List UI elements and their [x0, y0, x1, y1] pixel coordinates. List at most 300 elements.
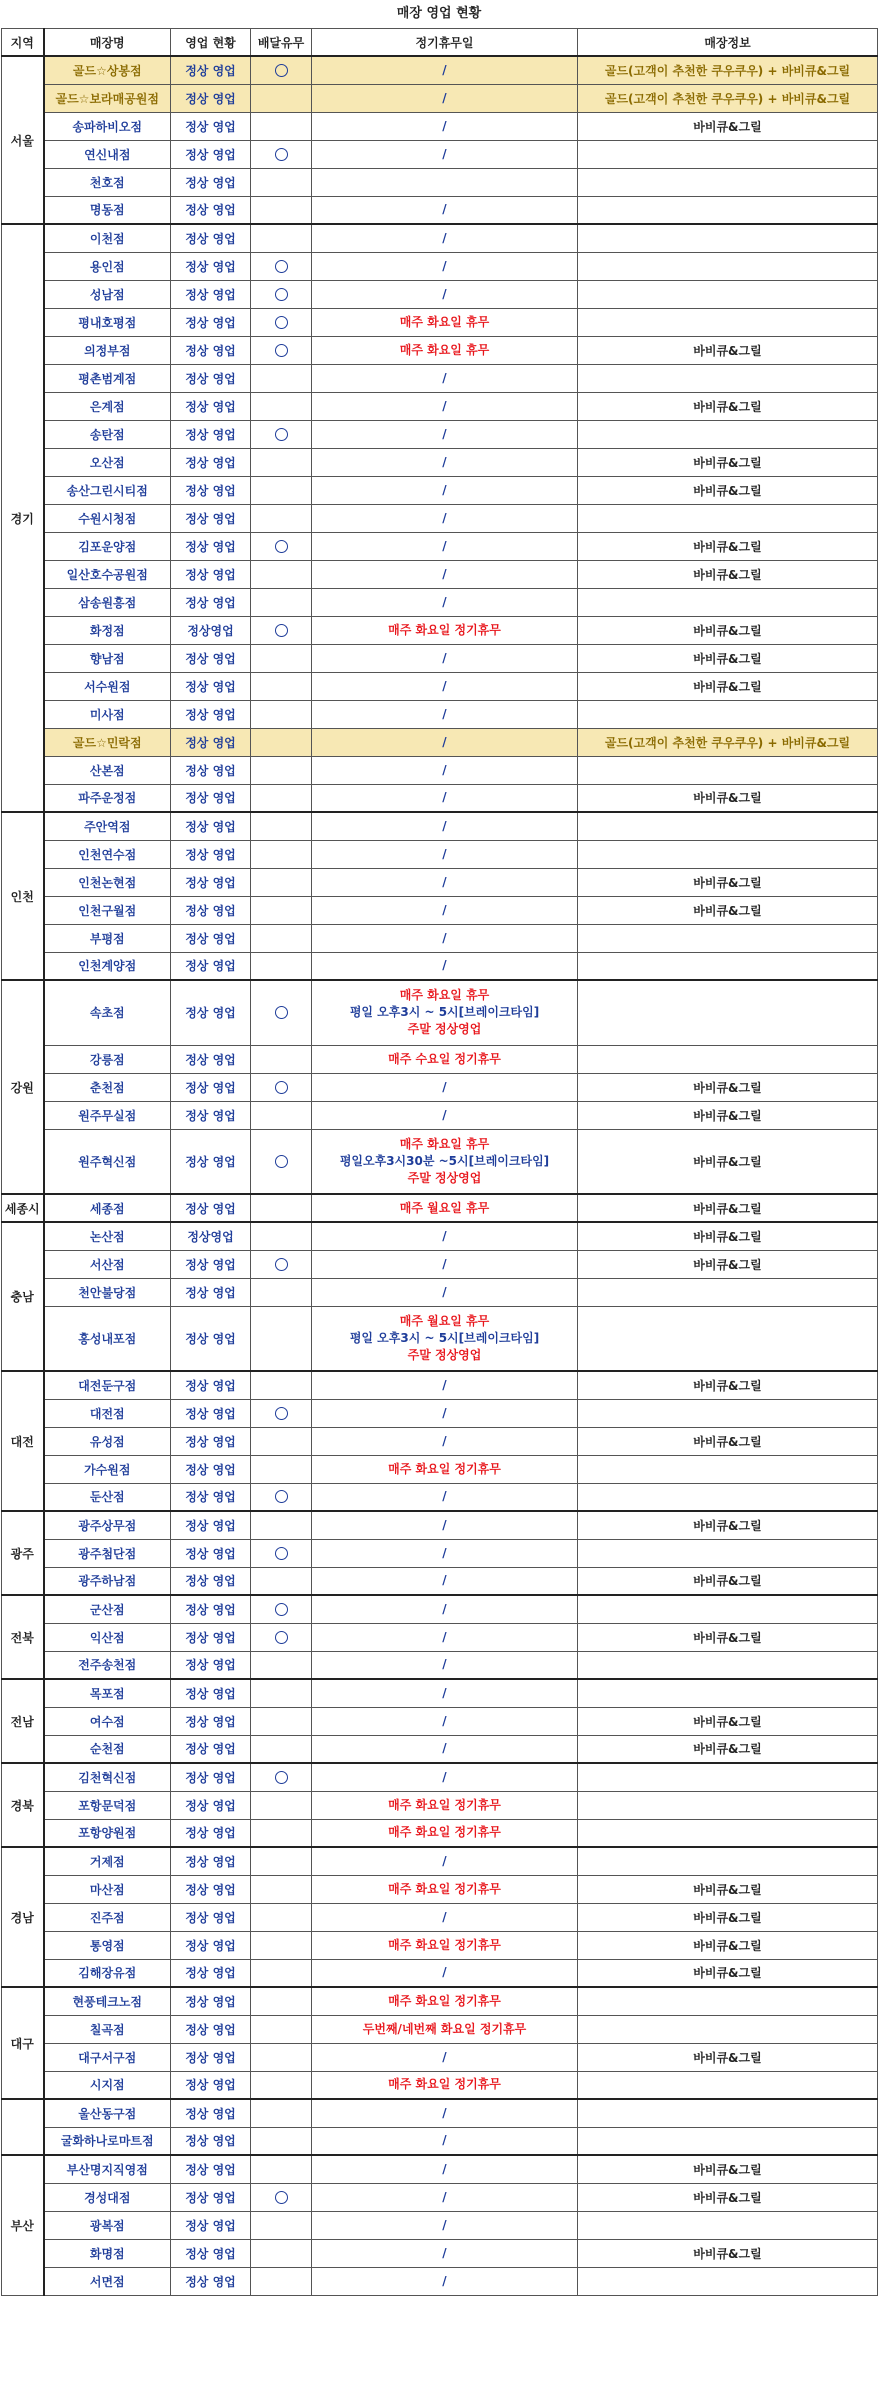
header-name: 매장명	[44, 29, 171, 57]
store-info	[578, 840, 878, 868]
delivery-cell	[251, 476, 312, 504]
delivery-circle-icon	[275, 260, 288, 273]
delivery-cell	[251, 672, 312, 700]
table-row	[2, 1399, 878, 1427]
region-cell: 세종시	[2, 1194, 44, 1222]
delivery-cell	[251, 1399, 312, 1427]
store-status: 정상 영업	[171, 168, 251, 196]
header-holiday: 정기휴무일	[312, 29, 578, 57]
store-name: 평촌범계점	[44, 364, 171, 392]
store-name: 골드☆민락점	[44, 728, 171, 756]
store-info: 바비큐&그릴	[578, 1073, 878, 1101]
delivery-circle-icon	[275, 64, 288, 77]
holiday-cell	[312, 1278, 578, 1306]
store-status: 정상 영업	[171, 1194, 251, 1222]
store-status: 정상 영업	[171, 1875, 251, 1903]
holiday-cell	[312, 224, 578, 252]
store-info	[578, 1651, 878, 1679]
holiday-line: /	[442, 1107, 447, 1122]
store-status: 정상 영업	[171, 2155, 251, 2183]
holiday-cell	[312, 1595, 578, 1623]
table-row	[2, 1959, 878, 1987]
store-status: 정상 영업	[171, 840, 251, 868]
delivery-cell	[251, 924, 312, 952]
delivery-cell	[251, 700, 312, 728]
table-row	[2, 364, 878, 392]
store-table	[1, 28, 878, 2296]
holiday-line: /	[442, 146, 447, 161]
store-info: 바비큐&그릴	[578, 616, 878, 644]
store-info	[578, 420, 878, 448]
delivery-cell	[251, 1511, 312, 1539]
holiday-cell	[312, 672, 578, 700]
holiday-cell	[312, 896, 578, 924]
holiday-cell	[312, 1735, 578, 1763]
store-info	[578, 756, 878, 784]
holiday-line: /	[442, 1284, 447, 1299]
store-name: 연신내점	[44, 140, 171, 168]
holiday-line: /	[442, 2105, 447, 2120]
store-info: 바비큐&그릴	[578, 1623, 878, 1651]
store-status: 정상 영업	[171, 672, 251, 700]
store-status: 정상 영업	[171, 140, 251, 168]
store-status: 정상 영업	[171, 2015, 251, 2043]
store-info: 바비큐&그릴	[578, 1222, 878, 1250]
holiday-line: /	[442, 930, 447, 945]
table-row	[2, 1567, 878, 1595]
holiday-cell	[312, 1875, 578, 1903]
delivery-cell	[251, 532, 312, 560]
holiday-line: 매주 수요일 정기휴무	[388, 1051, 501, 1066]
holiday-cell	[312, 840, 578, 868]
store-status: 정상 영업	[171, 1679, 251, 1707]
store-name: 현풍테크노점	[44, 1987, 171, 2015]
table-row	[2, 140, 878, 168]
region-cell: 서울	[2, 56, 44, 224]
store-status: 정상 영업	[171, 84, 251, 112]
delivery-cell	[251, 896, 312, 924]
table-row	[2, 980, 878, 1045]
table-row	[2, 2099, 878, 2127]
holiday-line: /	[442, 2161, 447, 2176]
holiday-cell	[312, 196, 578, 224]
store-status: 정상영업	[171, 616, 251, 644]
store-name: 화명점	[44, 2239, 171, 2267]
table-row	[2, 616, 878, 644]
store-status: 정상 영업	[171, 1250, 251, 1278]
store-info	[578, 1679, 878, 1707]
store-info: 바비큐&그릴	[578, 1427, 878, 1455]
table-row	[2, 1371, 878, 1399]
holiday-line: 매주 월요일 휴무	[399, 1200, 490, 1215]
holiday-line: /	[442, 426, 447, 441]
store-info	[578, 224, 878, 252]
store-info	[578, 1847, 878, 1875]
delivery-cell	[251, 560, 312, 588]
holiday-line: /	[442, 1713, 447, 1728]
store-name: 삼송원흥점	[44, 588, 171, 616]
store-status: 정상 영업	[171, 1595, 251, 1623]
holiday-line: 매주 월요일 휴무	[399, 1313, 490, 1328]
table-row	[2, 168, 878, 196]
delivery-cell	[251, 868, 312, 896]
delivery-cell	[251, 952, 312, 980]
holiday-cell	[312, 336, 578, 364]
store-name: 화정점	[44, 616, 171, 644]
holiday-line: /	[442, 1405, 447, 1420]
delivery-cell	[251, 1306, 312, 1371]
store-info	[578, 980, 878, 1045]
table-row	[2, 560, 878, 588]
table-row	[2, 952, 878, 980]
holiday-line: /	[442, 874, 447, 889]
table-row	[2, 1903, 878, 1931]
delivery-cell	[251, 1903, 312, 1931]
store-info	[578, 1399, 878, 1427]
delivery-cell	[251, 1987, 312, 2015]
store-info	[578, 700, 878, 728]
holiday-cell	[312, 812, 578, 840]
delivery-cell	[251, 1129, 312, 1194]
table-row	[2, 448, 878, 476]
delivery-cell	[251, 2155, 312, 2183]
holiday-line: 매주 화요일 정기휴무	[388, 1993, 501, 2008]
store-status: 정상 영업	[171, 476, 251, 504]
store-name: 성남점	[44, 280, 171, 308]
holiday-line: /	[442, 230, 447, 245]
holiday-line: /	[442, 818, 447, 833]
store-info	[578, 2211, 878, 2239]
delivery-cell	[251, 1791, 312, 1819]
holiday-line: /	[442, 258, 447, 273]
table-row	[2, 2267, 878, 2295]
store-status: 정상 영업	[171, 1763, 251, 1791]
holiday-line: /	[442, 2217, 447, 2232]
store-name: 군산점	[44, 1595, 171, 1623]
store-status: 정상 영업	[171, 1045, 251, 1073]
table-row	[2, 336, 878, 364]
store-info: 바비큐&그릴	[578, 784, 878, 812]
store-status: 정상 영업	[171, 1987, 251, 2015]
holiday-line: 주말 정상영업	[407, 1022, 482, 1037]
store-name: 익산점	[44, 1623, 171, 1651]
holiday-cell	[312, 2183, 578, 2211]
table-row	[2, 1194, 878, 1222]
table-row	[2, 84, 878, 112]
table-row	[2, 700, 878, 728]
region-cell: 전남	[2, 1679, 44, 1763]
holiday-cell	[312, 1987, 578, 2015]
table-row	[2, 1483, 878, 1511]
store-name: 파주운정점	[44, 784, 171, 812]
delivery-circle-icon	[275, 2191, 288, 2204]
store-status: 정상 영업	[171, 1539, 251, 1567]
store-name: 시지점	[44, 2071, 171, 2099]
store-status: 정상영업	[171, 1222, 251, 1250]
holiday-cell	[312, 532, 578, 560]
store-status: 정상 영업	[171, 2071, 251, 2099]
region-cell: 대전	[2, 1371, 44, 1511]
holiday-cell	[312, 2015, 578, 2043]
store-status: 정상 영업	[171, 1819, 251, 1847]
delivery-cell	[251, 784, 312, 812]
delivery-circle-icon	[275, 1631, 288, 1644]
store-info	[578, 588, 878, 616]
holiday-line: /	[442, 1228, 447, 1243]
delivery-circle-icon	[275, 1258, 288, 1271]
store-status: 정상 영업	[171, 504, 251, 532]
holiday-cell	[312, 1931, 578, 1959]
holiday-line: /	[442, 2245, 447, 2260]
store-info	[578, 2071, 878, 2099]
store-name: 통영점	[44, 1931, 171, 1959]
holiday-line: /	[442, 958, 447, 973]
delivery-cell	[251, 2043, 312, 2071]
store-name: 김포운양점	[44, 532, 171, 560]
store-name: 오산점	[44, 448, 171, 476]
store-status: 정상 영업	[171, 2267, 251, 2295]
holiday-line: /	[442, 510, 447, 525]
store-info	[578, 1306, 878, 1371]
store-status: 정상 영업	[171, 112, 251, 140]
store-status: 정상 영업	[171, 560, 251, 588]
table-row	[2, 2211, 878, 2239]
store-status: 정상 영업	[171, 1567, 251, 1595]
holiday-cell	[312, 392, 578, 420]
delivery-circle-icon	[275, 288, 288, 301]
delivery-cell	[251, 1222, 312, 1250]
holiday-line: 주말 정상영업	[407, 1347, 482, 1362]
store-info: 바비큐&그릴	[578, 1194, 878, 1222]
store-name: 거제점	[44, 1847, 171, 1875]
store-status: 정상 영업	[171, 1847, 251, 1875]
delivery-cell	[251, 308, 312, 336]
holiday-cell	[312, 644, 578, 672]
store-status: 정상 영업	[171, 980, 251, 1045]
holiday-cell	[312, 140, 578, 168]
holiday-cell	[312, 1371, 578, 1399]
holiday-cell	[312, 756, 578, 784]
holiday-line: /	[442, 1629, 447, 1644]
holiday-cell	[312, 1679, 578, 1707]
table-row	[2, 868, 878, 896]
holiday-line: /	[442, 1489, 447, 1504]
delivery-circle-icon	[275, 316, 288, 329]
delivery-cell	[251, 56, 312, 84]
table-row	[2, 504, 878, 532]
holiday-line: /	[442, 594, 447, 609]
store-status: 정상 영업	[171, 1623, 251, 1651]
delivery-cell	[251, 728, 312, 756]
holiday-line: 매주 화요일 정기휴무	[388, 1937, 501, 1952]
table-row	[2, 280, 878, 308]
table-row	[2, 224, 878, 252]
delivery-cell	[251, 1763, 312, 1791]
holiday-line: 두번째/네번째 화요일 정기휴무	[362, 2021, 527, 2036]
store-name: 인천구월점	[44, 896, 171, 924]
holiday-line: 매주 화요일 휴무	[399, 988, 490, 1003]
store-name: 서산점	[44, 1250, 171, 1278]
store-name: 진주점	[44, 1903, 171, 1931]
holiday-cell	[312, 588, 578, 616]
holiday-cell	[312, 280, 578, 308]
table-row	[2, 1651, 878, 1679]
store-name: 경성대점	[44, 2183, 171, 2211]
delivery-cell	[251, 1427, 312, 1455]
table-row	[2, 924, 878, 952]
holiday-cell	[312, 1567, 578, 1595]
store-info	[578, 1483, 878, 1511]
holiday-cell	[312, 560, 578, 588]
store-name: 목포점	[44, 1679, 171, 1707]
table-row	[2, 1511, 878, 1539]
store-name: 속초점	[44, 980, 171, 1045]
holiday-line: /	[442, 790, 447, 805]
holiday-cell	[312, 2267, 578, 2295]
store-info	[578, 504, 878, 532]
store-info: 바비큐&그릴	[578, 1959, 878, 1987]
store-info: 골드(고객이 추천한 쿠우쿠우) + 바비큐&그릴	[578, 84, 878, 112]
store-status: 정상 영업	[171, 2127, 251, 2155]
delivery-cell	[251, 84, 312, 112]
holiday-cell	[312, 1399, 578, 1427]
holiday-line: /	[442, 398, 447, 413]
holiday-line: 주말 정상영업	[407, 1170, 482, 1185]
table-row	[2, 1101, 878, 1129]
store-name: 서면점	[44, 2267, 171, 2295]
table-row	[2, 840, 878, 868]
store-status: 정상 영업	[171, 1129, 251, 1194]
delivery-circle-icon	[275, 1081, 288, 1094]
store-info	[578, 2099, 878, 2127]
region-cell: 광주	[2, 1511, 44, 1595]
holiday-line: /	[442, 2049, 447, 2064]
holiday-line: 매주 화요일 정기휴무	[388, 622, 501, 637]
store-info	[578, 1987, 878, 2015]
store-name: 춘천점	[44, 1073, 171, 1101]
store-status: 정상 영업	[171, 196, 251, 224]
store-info: 바비큐&그릴	[578, 336, 878, 364]
delivery-circle-icon	[275, 1006, 288, 1019]
table-row	[2, 1679, 878, 1707]
delivery-circle-icon	[275, 1547, 288, 1560]
holiday-line: /	[442, 1741, 447, 1756]
store-name: 부평점	[44, 924, 171, 952]
delivery-cell	[251, 2183, 312, 2211]
store-name: 평내호평점	[44, 308, 171, 336]
store-name: 일산호수공원점	[44, 560, 171, 588]
store-name: 유성점	[44, 1427, 171, 1455]
store-name: 명동점	[44, 196, 171, 224]
store-status: 정상 영업	[171, 280, 251, 308]
table-row	[2, 1819, 878, 1847]
delivery-cell	[251, 1623, 312, 1651]
holiday-line: /	[442, 118, 447, 133]
store-info	[578, 252, 878, 280]
store-name: 마산점	[44, 1875, 171, 1903]
delivery-cell	[251, 1101, 312, 1129]
store-name: 김해장유점	[44, 1959, 171, 1987]
delivery-cell	[251, 2267, 312, 2295]
table-row	[2, 1707, 878, 1735]
delivery-circle-icon	[275, 1490, 288, 1503]
holiday-cell	[312, 2071, 578, 2099]
store-info	[578, 2015, 878, 2043]
store-info	[578, 2127, 878, 2155]
delivery-cell	[251, 168, 312, 196]
store-status: 정상 영업	[171, 224, 251, 252]
delivery-cell	[251, 1847, 312, 1875]
holiday-line: /	[442, 1517, 447, 1532]
delivery-cell	[251, 1651, 312, 1679]
holiday-cell	[312, 924, 578, 952]
store-name: 향남점	[44, 644, 171, 672]
table-row	[2, 476, 878, 504]
holiday-line: /	[442, 1685, 447, 1700]
store-name: 송산그린시티점	[44, 476, 171, 504]
holiday-cell	[312, 1959, 578, 1987]
holiday-cell	[312, 1651, 578, 1679]
store-status: 정상 영업	[171, 1959, 251, 1987]
table-row	[2, 1931, 878, 1959]
store-name: 이천점	[44, 224, 171, 252]
delivery-cell	[251, 1959, 312, 1987]
table-row	[2, 2127, 878, 2155]
store-status: 정상 영업	[171, 588, 251, 616]
delivery-cell	[251, 448, 312, 476]
store-info: 바비큐&그릴	[578, 532, 878, 560]
holiday-cell	[312, 728, 578, 756]
holiday-cell	[312, 2099, 578, 2127]
store-status: 정상 영업	[171, 1931, 251, 1959]
store-info: 바비큐&그릴	[578, 560, 878, 588]
store-status: 정상 영업	[171, 728, 251, 756]
store-status: 정상 영업	[171, 924, 251, 952]
delivery-cell	[251, 196, 312, 224]
table-row	[2, 728, 878, 756]
store-status: 정상 영업	[171, 2239, 251, 2267]
store-name: 수원시청점	[44, 504, 171, 532]
table-row	[2, 1595, 878, 1623]
holiday-cell	[312, 448, 578, 476]
store-name: 세종점	[44, 1194, 171, 1222]
store-status: 정상 영업	[171, 952, 251, 980]
holiday-cell	[312, 1819, 578, 1847]
region-cell	[2, 2099, 44, 2155]
table-row	[2, 392, 878, 420]
region-cell: 경남	[2, 1847, 44, 1987]
store-info: 바비큐&그릴	[578, 476, 878, 504]
store-name: 원주무실점	[44, 1101, 171, 1129]
holiday-line: 매주 화요일 휴무	[399, 1136, 490, 1151]
delivery-cell	[251, 1483, 312, 1511]
store-status: 정상 영업	[171, 532, 251, 560]
holiday-cell	[312, 364, 578, 392]
holiday-cell	[312, 1707, 578, 1735]
store-info	[578, 308, 878, 336]
table-body	[2, 56, 878, 2295]
holiday-cell	[312, 1455, 578, 1483]
table-row	[2, 2071, 878, 2099]
store-info	[578, 1278, 878, 1306]
store-status: 정상 영업	[171, 308, 251, 336]
store-status: 정상 영업	[171, 448, 251, 476]
store-status: 정상 영업	[171, 1455, 251, 1483]
store-status: 정상 영업	[171, 756, 251, 784]
table-row	[2, 56, 878, 84]
region-cell: 경북	[2, 1763, 44, 1847]
delivery-circle-icon	[275, 148, 288, 161]
